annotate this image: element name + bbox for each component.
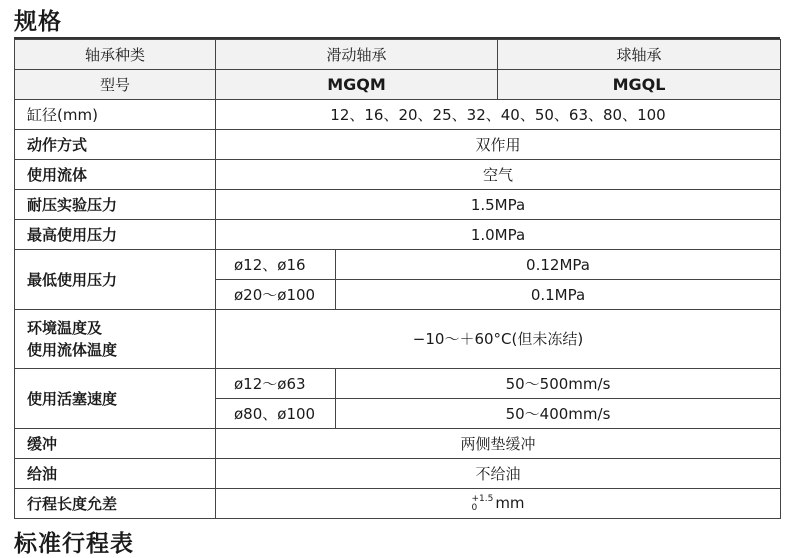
min-pressure-bore-1: ø12、ø16 <box>216 250 336 280</box>
min-pressure-bore-2: ø20～ø100 <box>216 280 336 310</box>
bore-label: 缸径(mm) <box>15 100 216 130</box>
slide-bearing-header: 滑动轴承 <box>216 40 498 70</box>
table-row <box>15 369 781 399</box>
lubrication-value: 不给油 <box>216 459 781 489</box>
fluid-label: 使用流体 <box>15 160 216 190</box>
table-row <box>15 489 781 519</box>
temperature-value: −10～＋60°C(但未冻结) <box>216 310 781 369</box>
table-row <box>15 459 781 489</box>
bearing-type-label: 轴承种类 <box>15 40 216 70</box>
min-pressure-value-1: 0.12MPa <box>336 250 781 280</box>
tolerance-upper: +1.5 <box>471 493 494 504</box>
action-label: 动作方式 <box>15 130 216 160</box>
stroke-tolerance-label: 行程长度允差 <box>15 489 216 519</box>
model-ball: MGQL <box>498 70 781 100</box>
cushion-label: 缓冲 <box>15 429 216 459</box>
min-pressure-value-2: 0.1MPa <box>336 280 781 310</box>
next-section-title: 标准行程表 <box>14 531 134 557</box>
bore-value: 12、16、20、25、32、40、50、63、80、100 <box>216 100 781 130</box>
table-row <box>15 310 781 369</box>
speed-bore-1: ø12～ø63 <box>216 369 336 399</box>
proof-pressure-label: 耐压实验压力 <box>15 190 216 220</box>
model-label: 型号 <box>15 70 216 100</box>
speed-bore-2: ø80、ø100 <box>216 399 336 429</box>
max-pressure-label: 最高使用压力 <box>15 220 216 250</box>
table-row <box>15 160 781 190</box>
tolerance-stack <box>471 495 493 513</box>
table-row <box>15 40 781 70</box>
temperature-label-line2: 使用流体温度 <box>27 341 118 359</box>
max-pressure-value: 1.0MPa <box>216 220 781 250</box>
speed-value-1: 50～500mm/s <box>336 369 781 399</box>
table-row <box>15 190 781 220</box>
fluid-value: 空气 <box>216 160 781 190</box>
speed-label: 使用活塞速度 <box>15 369 216 429</box>
table-row <box>15 429 781 459</box>
table-row <box>15 250 781 280</box>
section-title: 规格 <box>14 9 62 35</box>
table-row <box>15 130 781 160</box>
table-row <box>15 100 781 130</box>
speed-value-2: 50～400mm/s <box>336 399 781 429</box>
tolerance-lower: 0 <box>471 502 478 513</box>
ball-bearing-header: 球轴承 <box>498 40 781 70</box>
table-row <box>15 220 781 250</box>
table-row <box>15 70 781 100</box>
proof-pressure-value: 1.5MPa <box>216 190 781 220</box>
spec-table <box>14 39 781 519</box>
stroke-tolerance-value <box>216 489 781 519</box>
min-pressure-label: 最低使用压力 <box>15 250 216 310</box>
temperature-label-line1: 环境温度及 <box>27 319 103 337</box>
temperature-label <box>15 310 216 369</box>
lubrication-label: 给油 <box>15 459 216 489</box>
tolerance-unit: mm <box>495 494 525 513</box>
model-slide: MGQM <box>216 70 498 100</box>
action-value: 双作用 <box>216 130 781 160</box>
cushion-value: 两侧垫缓冲 <box>216 429 781 459</box>
